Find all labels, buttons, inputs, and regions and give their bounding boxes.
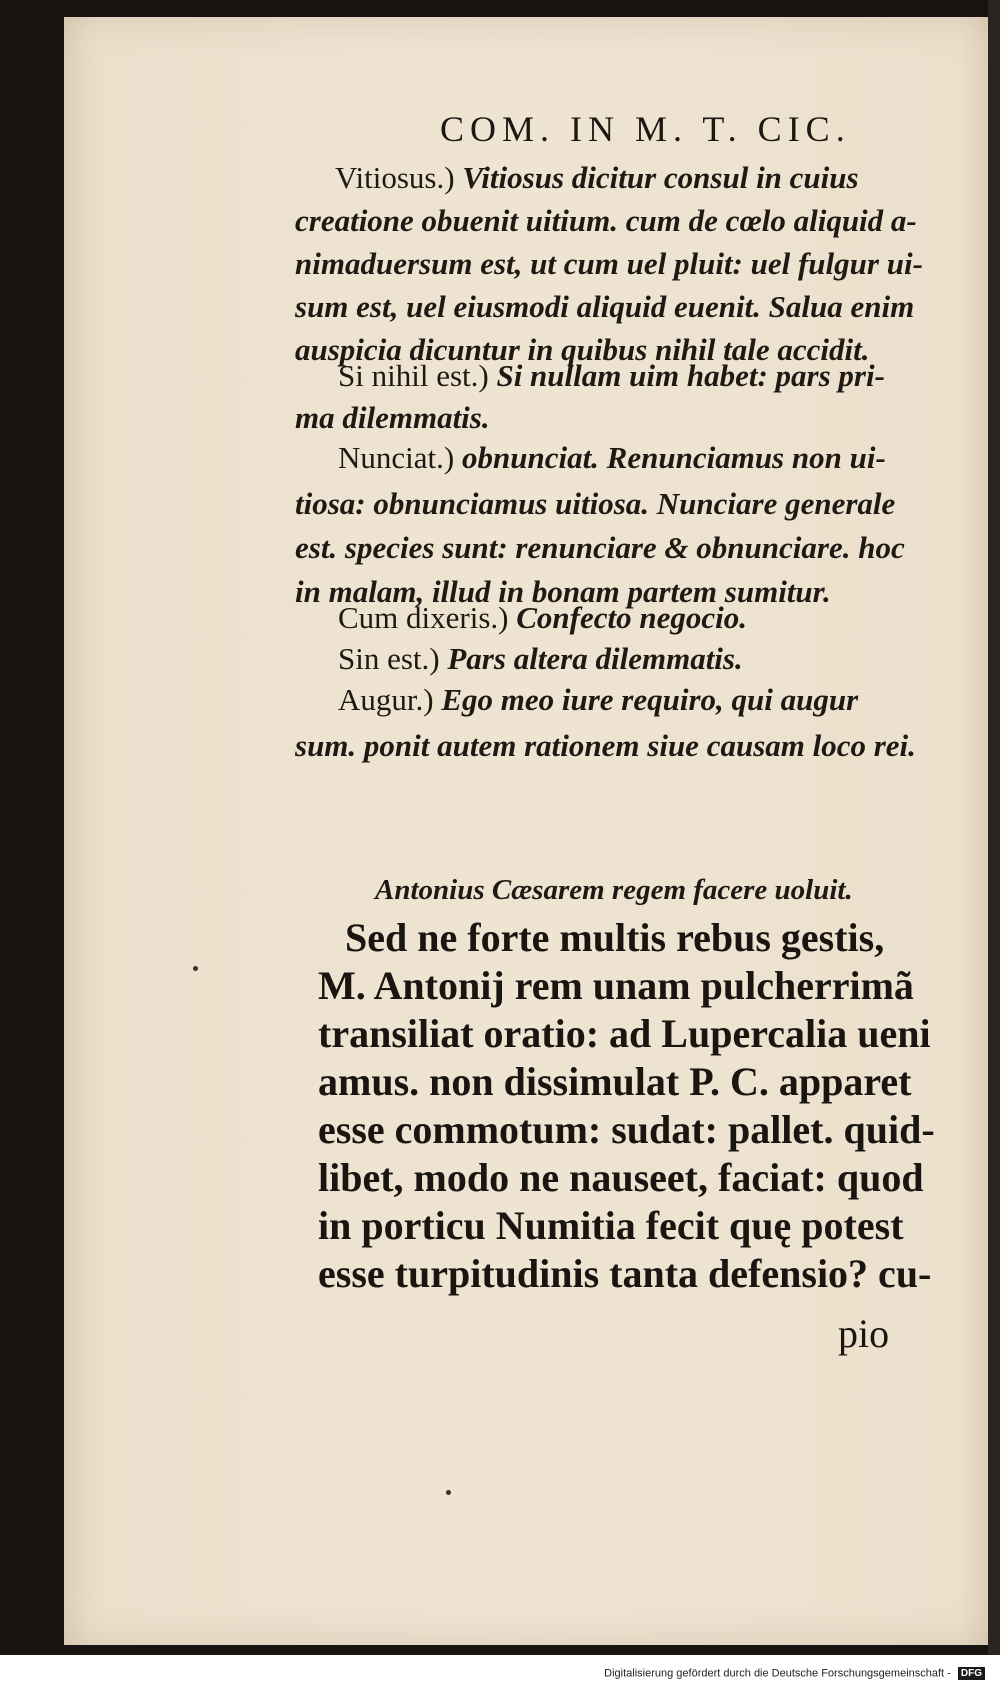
commentary-gloss: Confecto negocio. — [516, 600, 747, 635]
commentary-gloss: Vitiosus dicitur consul in cuius — [462, 160, 859, 195]
commentary-gloss: tiosa: obnunciamus uitiosa. Nunciare generale — [295, 486, 896, 521]
commentary-gloss: sum. ponit autem rationem siue causam loco rei. — [295, 728, 916, 763]
commentary-line — [295, 291, 914, 322]
commentary-line — [338, 643, 743, 674]
commentary-line — [338, 602, 747, 633]
commentary-gloss: in malam, illud in bonam partem sumitur. — [295, 574, 831, 609]
commentary-gloss: auspicia dicuntur in quibus nihil tale accidit. — [295, 332, 870, 367]
running-head: COM. IN M. T. CIC. — [440, 109, 851, 149]
commentary-gloss: sum est, uel eiusmodi aliquid euenit. Salua enim — [295, 289, 915, 324]
commentary-lemma: Augur.) — [338, 682, 434, 717]
main-text-line: in porticu Numitia fecit quę potest — [318, 1203, 904, 1248]
commentary-gloss: Ego meo iure requiro, qui augur — [441, 682, 859, 717]
commentary-line — [295, 205, 917, 236]
commentary-line — [338, 442, 886, 473]
main-text-line: libet, modo ne nauseet, faciat: quod — [318, 1155, 924, 1200]
footer-text: Digitalisierung gefördert durch die Deutsche Forschungsgemeinschaft - — [604, 1667, 951, 1680]
commentary-line — [295, 532, 905, 563]
main-text-line: amus. non dissimulat P. C. apparet — [318, 1059, 912, 1104]
commentary-line — [295, 402, 490, 433]
catchword: pio — [838, 1311, 890, 1356]
commentary-lemma: Cum dixeris.) — [338, 600, 509, 635]
main-text-line: esse commotum: sudat: pallet. quid- — [318, 1107, 935, 1152]
commentary-gloss: Si nullam uim habet: pars pri- — [496, 358, 885, 393]
commentary-gloss: creatione obuenit uitium. cum de cœlo aliquid a- — [295, 203, 917, 238]
main-text-line: transiliat oratio: ad Lupercalia ueni — [318, 1011, 931, 1056]
commentary-gloss: obnunciat. Renunciamus non ui- — [461, 440, 886, 475]
commentary-line — [295, 730, 916, 761]
commentary-line — [295, 248, 923, 279]
commentary-gloss: est. species sunt: renunciare & obnunciare. hoc — [295, 530, 905, 565]
digitization-footer — [0, 1667, 985, 1680]
commentary-gloss: ma dilemmatis. — [295, 400, 490, 435]
main-text-line: Sed ne forte multis rebus gestis, — [345, 915, 885, 960]
commentary-lemma: Vitiosus.) — [335, 160, 455, 195]
binding-edge — [988, 0, 1000, 1655]
commentary-line — [338, 684, 858, 715]
commentary-line — [295, 488, 895, 519]
ink-speck — [193, 966, 198, 971]
main-text-line: esse turpitudinis tanta defensio? cu- — [318, 1251, 932, 1296]
section-subtitle: Antonius Cæsarem regem facere uoluit. — [375, 874, 853, 906]
dfg-logo: DFG — [958, 1667, 985, 1680]
commentary-line — [338, 360, 885, 391]
commentary-lemma: Nunciat.) — [338, 440, 455, 475]
commentary-gloss: nimaduersum est, ut cum uel pluit: uel fulgur ui- — [295, 246, 923, 281]
commentary-lemma: Si nihil est.) — [338, 358, 489, 393]
commentary-lemma: Sin est.) — [338, 641, 440, 676]
main-text-line: M. Antonij rem unam pulcherrimã — [318, 963, 914, 1008]
ink-speck — [446, 1490, 451, 1495]
commentary-gloss: Pars altera dilemmatis. — [447, 641, 743, 676]
commentary-line — [335, 162, 859, 193]
